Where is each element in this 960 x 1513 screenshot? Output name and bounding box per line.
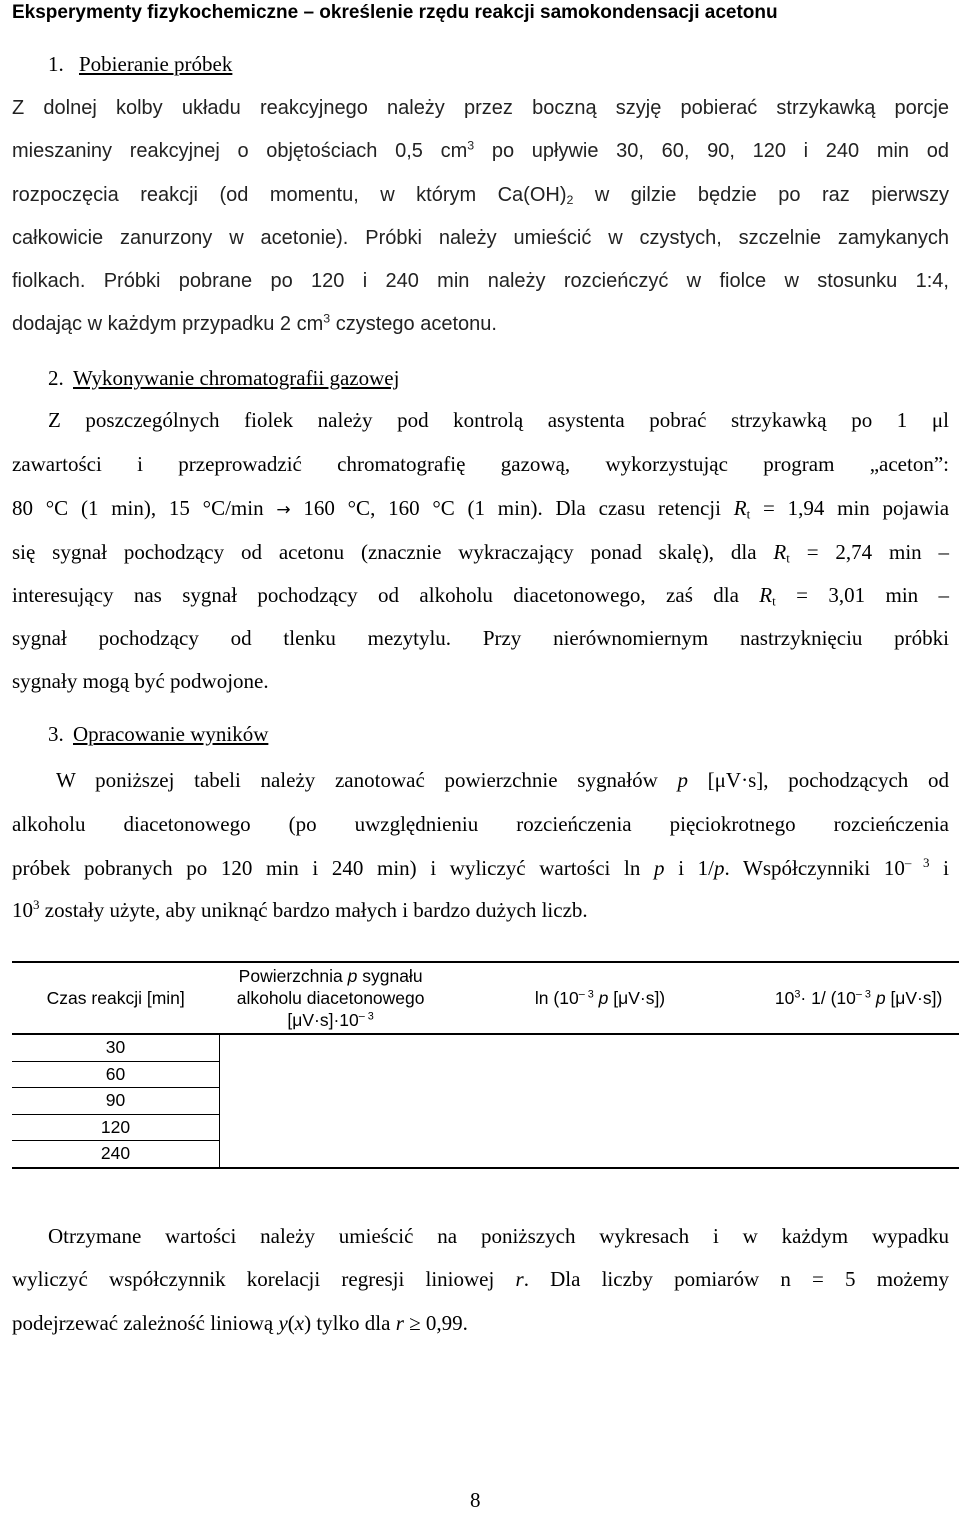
s3-line-2: alkoholu diacetonowego (po uwzględnieniu rozcieńczenia pięciokrotnego rozcieńczenia [12, 812, 949, 836]
header-inverse-p: $10^3\cdot 1/$ ($10^{- 3}$ p [μV·s]) [758, 962, 959, 1034]
time-cell: 120 [12, 1114, 219, 1141]
section-2-title: Wykonywanie chromatografii gazowej [73, 366, 400, 390]
empty-cell [442, 1061, 758, 1088]
empty-cell [758, 1034, 959, 1061]
s2-line-3: 80 °C (1 min), 15 °C/min → 160 °C, 160 °C (1 min). Dla czasu retencji $R_t = 1,94$ min pojawia [12, 496, 950, 522]
results-table [12, 961, 959, 1169]
section-1-title: Pobieranie próbek [79, 52, 233, 76]
section-3-title: Opracowanie wyników [73, 722, 269, 746]
table-row [12, 1034, 959, 1061]
section-1-number: 1. [48, 52, 64, 76]
empty-cell [442, 1114, 758, 1141]
page-title: Eksperymenty fizykochemiczne – określenie rzędu reakcji samokondensacji acetonu [12, 2, 778, 23]
s1-line-6: dodając w każdym przypadku 2 $cm^3$ czystego acetonu. [12, 311, 497, 335]
time-cell: 90 [12, 1088, 219, 1115]
header-ln-p: $\ln (10^{- 3}$ p [μV·s]) [442, 962, 758, 1034]
empty-cell [219, 1141, 441, 1168]
s2-line-2: zawartości i przeprowadzić chromatografię gazową, wykorzystując program „aceton”: [12, 452, 949, 476]
empty-cell [442, 1034, 758, 1061]
page-number: 8 [470, 1488, 481, 1512]
s1-line-5: fiolkach. Próbki pobrane po 120 i 240 min należy rozcieńczyć w fiolce w stosunku 1:4, [12, 270, 949, 292]
empty-cell [442, 1141, 758, 1168]
s2-line-5: interesujący nas sygnał pochodzący od alkoholu diacetonowego, zaś dla $R_t = 3,01$ min – [12, 583, 950, 609]
table-row [12, 1088, 959, 1115]
header-signal-area: Powierzchnia p sygnału alkoholu diacetonowego $[\mu V\cdot s]\cdot 10^{- 3}$ [219, 962, 441, 1034]
section-1-heading [48, 52, 232, 77]
empty-cell [758, 1061, 959, 1088]
empty-cell [219, 1034, 441, 1061]
empty-cell [219, 1061, 441, 1088]
closing-line-3: podejrzewać zależność liniową y(x) tylko dla r ≥ 0,99. [12, 1311, 468, 1335]
section-2-number: 2. [48, 366, 64, 390]
s1-line-2: mieszaniny reakcyjnej o objętościach 0,5 $cm^3$ po upływie 30, 60, 90, 120 i 240 min od [12, 138, 949, 162]
section-2-heading [48, 366, 399, 391]
s2-line-1: Z poszczególnych fiolek należy pod kontrolą asystenta pobrać strzykawką po 1 μl [48, 408, 949, 432]
time-cell: 240 [12, 1141, 219, 1168]
closing-line-2: wyliczyć współczynnik korelacji regresji liniowej r. Dla liczby pomiarów n = 5 możemy [12, 1267, 950, 1291]
closing-line-1: Otrzymane wartości należy umieścić na poniższych wykresach i w każdym wypadku [48, 1224, 949, 1248]
section-3-number: 3. [48, 722, 64, 746]
s1-line-1: Z dolnej kolby układu reakcyjnego należy przez boczną szyję pobierać strzykawką porcje [12, 97, 949, 119]
s3-line-4: $10^3$ zostały użyte, aby uniknąć bardzo małych i bardzo dużych liczb. [12, 897, 588, 922]
empty-cell [219, 1114, 441, 1141]
table-row [12, 1114, 959, 1141]
right-arrow-icon: → [276, 500, 291, 520]
s1-line-4: całkowicie zanurzony w acetonie). Próbki należy umieścić w czystych, szczelnie zamykanych [12, 227, 949, 249]
time-cell: 30 [12, 1034, 219, 1061]
header-reaction-time: Czas reakcji [min] [12, 962, 219, 1034]
s2-line-6: sygnał pochodzący od tlenku mezytylu. Przy nierównomiernym nastrzyknięciu próbki [12, 626, 950, 650]
time-cell: 60 [12, 1061, 219, 1088]
s2-line-7: sygnały mogą być podwojone. [12, 669, 269, 693]
empty-cell [758, 1088, 959, 1115]
s3-line-3: próbek pobranych po 120 min i 240 min) i wyliczyć wartości ln p i 1/p. Współczynniki $10^{- 3}$ i [12, 855, 949, 880]
s3-line-1: W poniższej tabeli należy zanotować powierzchnie sygnałów p [μV·s], pochodzących od [56, 768, 949, 792]
table-row [12, 1141, 959, 1168]
empty-cell [442, 1088, 758, 1115]
table-header-row [12, 962, 959, 1034]
table-row [12, 1061, 959, 1088]
s2-line-4: się sygnał pochodzący od acetonu (znacznie wykraczający ponad skalę), dla $R_t = 2,74$ min – [12, 540, 950, 566]
empty-cell [219, 1088, 441, 1115]
section-3-heading [48, 722, 268, 747]
empty-cell [758, 1141, 959, 1168]
empty-cell [758, 1114, 959, 1141]
s1-line-3: rozpoczęcia reakcji (od momentu, w którym $Ca(OH)_2$ w gilzie będzie po raz pierwszy [12, 184, 950, 208]
